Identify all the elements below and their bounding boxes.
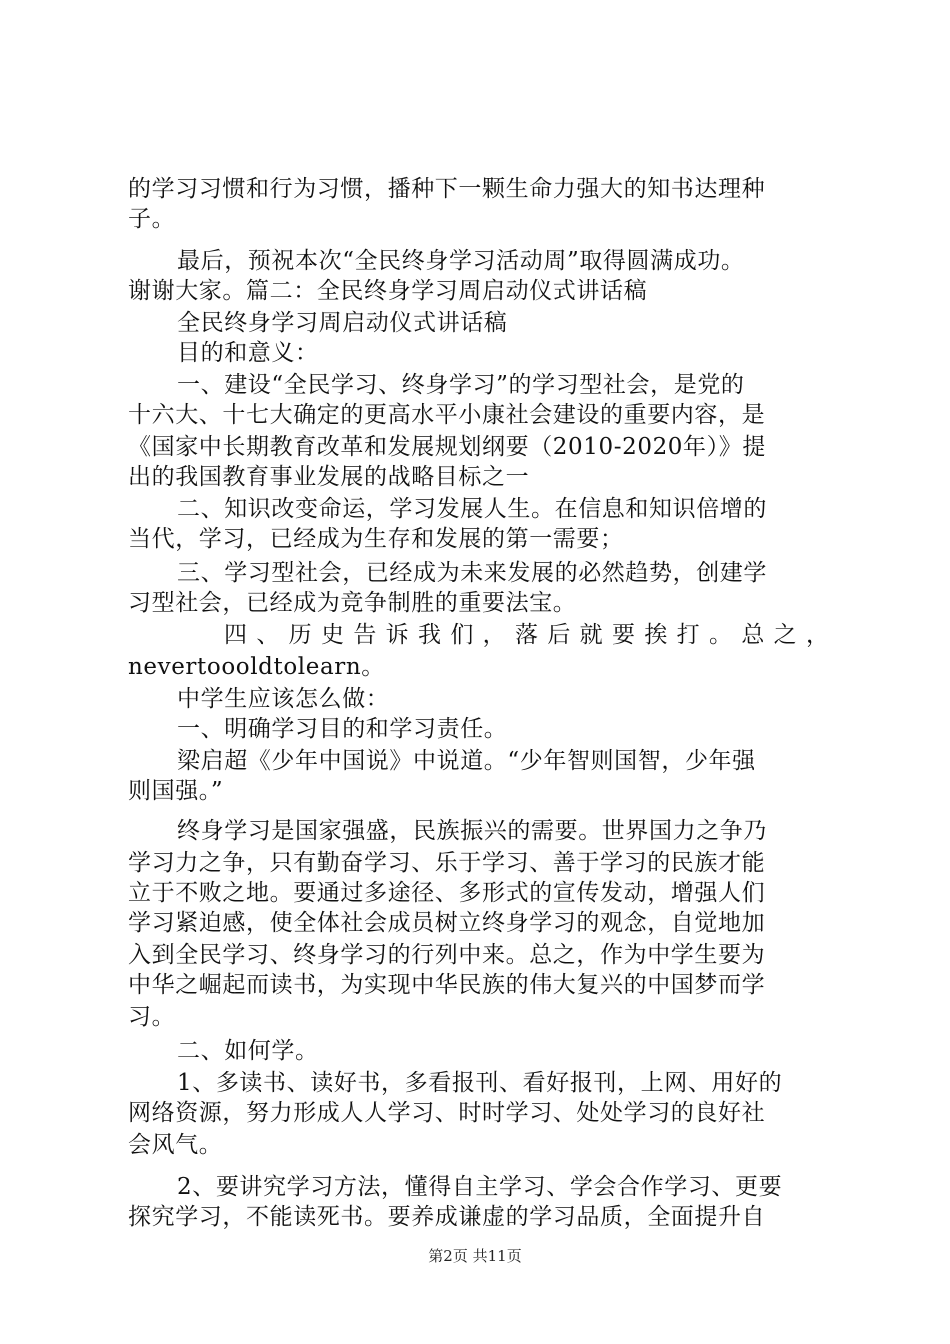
text-line: 入到全民学习、终身学习的行列中来。总之，作为中学生要为	[128, 942, 766, 968]
text-line: 则国强。”	[128, 778, 224, 804]
text-line: 习。	[128, 1004, 176, 1030]
text-line: 三、学习型社会，已经成为未来发展的必然趋势，创建学	[177, 560, 767, 586]
text-line: 一、建设“全民学习、终身学习”的学习型社会，是党的	[177, 372, 745, 398]
text-line: 的学习习惯和行为习惯，播种下一颗生命力强大的知书达理种	[128, 176, 766, 202]
text-line: 《国家中长期教育改革和发展规划纲要（2010-2020年）》提	[128, 434, 766, 460]
text-line: 网络资源，努力形成人人学习、时时学习、处处学习的良好社	[128, 1100, 766, 1126]
text-line: 立于不败之地。要通过多途径、多形式的宣传发动，增强人们	[128, 880, 766, 906]
text-line: 探究学习，不能读死书。要养成谦虚的学习品质，全面提升自	[128, 1204, 766, 1230]
text-line: 学习力之争，只有勤奋学习、乐于学习、善于学习的民族才能	[128, 850, 766, 876]
text-line: 习型社会，已经成为竞争制胜的重要法宝。	[128, 590, 577, 616]
text-line: 出的我国教育事业发展的战略目标之一	[128, 464, 530, 490]
text-line: 全民终身学习周启动仪式讲话稿	[177, 310, 508, 336]
text-line: nevertoooldtolearn。	[128, 654, 385, 680]
text-line: 目的和意义：	[177, 340, 319, 366]
text-line: 一、明确学习目的和学习责任。	[177, 716, 508, 742]
text-line: 中华之崛起而读书，为实现中华民族的伟大复兴的中国梦而学	[128, 972, 766, 998]
text-line: 梁启超《少年中国说》中说道。“少年智则国智，少年强	[177, 748, 756, 774]
text-line: 谢谢大家。篇二：全民终身学习周启动仪式讲话稿	[128, 278, 648, 304]
text-line: 最后，预祝本次“全民终身学习活动周”取得圆满成功。	[177, 248, 745, 274]
text-line: 终身学习是国家强盛，民族振兴的需要。世界国力之争乃	[177, 818, 767, 844]
text-line: 二、知识改变命运，学习发展人生。在信息和知识倍增的	[177, 496, 767, 522]
page-footer: 第2页 共11页	[428, 1247, 522, 1265]
text-line: 子。	[128, 206, 176, 232]
text-line: 中学生应该怎么做：	[177, 686, 390, 712]
text-line: 1、多读书、读好书，多看报刊、看好报刊，上网、用好的	[177, 1070, 783, 1096]
text-line: 当代，学习，已经成为生存和发展的第一需要；	[128, 526, 624, 552]
text-line: 十六大、十七大确定的更高水平小康社会建设的重要内容，是	[128, 402, 766, 428]
text-line: 会风气。	[128, 1132, 223, 1158]
text-line: 2、要讲究学习方法，懂得自主学习、学会合作学习、更要	[177, 1174, 783, 1200]
text-line: 学习紧迫感，使全体社会成员树立终身学习的观念，自觉地加	[128, 910, 766, 936]
text-line: 二、如何学。	[177, 1038, 319, 1064]
text-line: 四、历史告诉我们，落后就要挨打。总之，	[224, 622, 832, 648]
